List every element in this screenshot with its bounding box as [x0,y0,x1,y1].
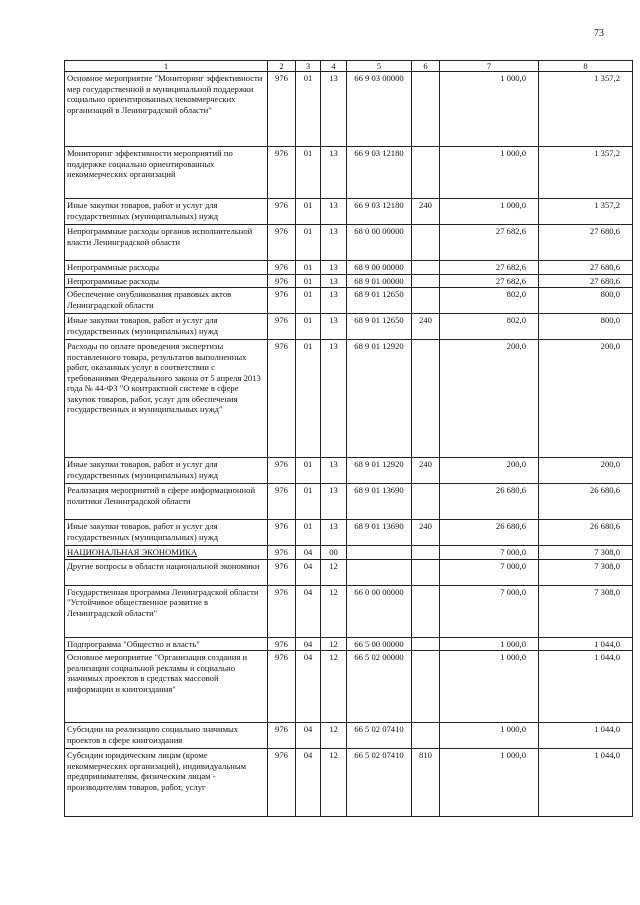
table-row [65,274,633,287]
name-cell: Основное мероприятие "Организация создания и реализации социальной рекламы и социально значимых проектов в средствах массовой информации и книгоиздания" [65,651,268,723]
column-number-row [65,61,633,72]
subsection-cell: 13 [321,225,347,261]
expense-type-cell: 240 [412,458,440,484]
sum-year2-cell: 26 680,6 [539,520,633,546]
ved-cell: 976 [268,340,296,458]
section-cell: 04 [296,637,321,650]
name-cell: Реализация мероприятий в сфере информационной политики Ленинградской области [65,484,268,520]
subsection-cell: 12 [321,585,347,637]
expense-type-cell [412,340,440,458]
sum-year2-cell: 27 680,6 [539,261,633,274]
column-header: 5 [347,61,412,72]
ved-cell: 976 [268,723,296,749]
table-row [65,651,633,723]
section-cell: 01 [296,288,321,314]
sum-year2-cell: 1 357,2 [539,147,633,199]
sum-year2-cell: 1 044,0 [539,637,633,650]
expense-type-cell: 240 [412,314,440,340]
expense-type-cell [412,147,440,199]
section-cell: 04 [296,651,321,723]
column-header: 7 [440,61,539,72]
ved-cell: 976 [268,546,296,559]
sum-year2-cell: 7 308,0 [539,559,633,585]
section-cell: 01 [296,340,321,458]
name-cell: Другие вопросы в области национальной экономики [65,559,268,585]
sum-year1-cell: 26 680,6 [440,520,539,546]
sum-year1-cell: 7 000,0 [440,546,539,559]
target-article-cell: 68 9 01 12650 [347,288,412,314]
subsection-cell: 12 [321,749,347,817]
column-header: 2 [268,61,296,72]
expense-type-cell [412,288,440,314]
section-cell: 01 [296,147,321,199]
sum-year2-cell: 26 680,6 [539,484,633,520]
sum-year1-cell: 1 000,0 [440,72,539,147]
name-cell: Непрограммные расходы органов исполнительной власти Ленинградской области [65,225,268,261]
expense-type-cell [412,651,440,723]
column-header: 8 [539,61,633,72]
sum-year2-cell: 1 044,0 [539,749,633,817]
sum-year2-cell: 1 357,2 [539,199,633,225]
name-cell: Непрограммные расходы [65,274,268,287]
ved-cell: 976 [268,749,296,817]
name-cell: Обеспечение опубликования правовых актов Ленинградской области [65,288,268,314]
subsection-cell: 12 [321,651,347,723]
section-cell: 04 [296,559,321,585]
target-article-cell [347,546,412,559]
table-row [65,288,633,314]
table-row [65,723,633,749]
expense-type-cell [412,546,440,559]
subsection-cell: 12 [321,637,347,650]
section-cell: 01 [296,72,321,147]
target-article-cell: 68 9 01 13690 [347,484,412,520]
ved-cell: 976 [268,274,296,287]
ved-cell: 976 [268,637,296,650]
table-row [65,72,633,147]
sum-year1-cell: 7 000,0 [440,559,539,585]
target-article-cell: 68 9 01 12920 [347,458,412,484]
sum-year1-cell: 1 000,0 [440,749,539,817]
sum-year1-cell: 7 000,0 [440,585,539,637]
table-row [65,484,633,520]
sum-year1-cell: 26 680,6 [440,484,539,520]
ved-cell: 976 [268,199,296,225]
ved-cell: 976 [268,147,296,199]
sum-year1-cell: 802,0 [440,314,539,340]
target-article-cell [347,559,412,585]
sum-year1-cell: 802,0 [440,288,539,314]
target-article-cell: 66 0 00 00000 [347,585,412,637]
sum-year1-cell: 1 000,0 [440,147,539,199]
section-cell: 01 [296,274,321,287]
sum-year1-cell: 1 000,0 [440,651,539,723]
ved-cell: 976 [268,314,296,340]
name-cell: Иные закупки товаров, работ и услуг для государственных (муниципальных) нужд [65,199,268,225]
section-cell: 01 [296,520,321,546]
sum-year2-cell: 200,0 [539,458,633,484]
ved-cell: 976 [268,559,296,585]
table-row [65,199,633,225]
name-cell: Иные закупки товаров, работ и услуг для государственных (муниципальных) нужд [65,314,268,340]
table-row [65,261,633,274]
subsection-cell: 13 [321,340,347,458]
sum-year2-cell: 800,0 [539,288,633,314]
sum-year2-cell: 27 680,6 [539,274,633,287]
name-cell: Расходы по оплате проведения экспертизы поставленного товара, результатов выполненных работ, оказанных услуг в соответствии с требованиями Федерального закона от 5 апреля 2013 года № 44-ФЗ "О контрактной системе в сфере закупок товаров, работ, услуг для обеспечения государственных и муниципальных нужд" [65,340,268,458]
target-article-cell: 66 5 00 00000 [347,637,412,650]
column-header: 4 [321,61,347,72]
sum-year1-cell: 1 000,0 [440,199,539,225]
name-cell: Государственная программа Ленинградской области "Устойчивое общественное развитие в Ленинградской области" [65,585,268,637]
sum-year1-cell: 200,0 [440,458,539,484]
page-number: 73 [594,28,604,39]
table-row [65,314,633,340]
sum-year2-cell: 200,0 [539,340,633,458]
name-cell: НАЦИОНАЛЬНАЯ ЭКОНОМИКА [65,546,268,559]
name-cell: Основное мероприятие "Мониторинг эффективности мер государственной и муниципальной поддержки социально ориентированных некоммерческих организаций в Ленинградской области" [65,72,268,147]
subsection-cell: 12 [321,559,347,585]
target-article-cell: 66 9 03 00000 [347,72,412,147]
target-article-cell: 66 9 03 12180 [347,199,412,225]
name-cell: Подпрограмма "Общество и власть" [65,637,268,650]
ved-cell: 976 [268,651,296,723]
table-row [65,340,633,458]
expense-type-cell: 240 [412,199,440,225]
ved-cell: 976 [268,225,296,261]
subsection-cell: 00 [321,546,347,559]
column-header: 3 [296,61,321,72]
subsection-cell: 12 [321,723,347,749]
target-article-cell: 66 5 02 07410 [347,723,412,749]
table-row [65,546,633,559]
sum-year1-cell: 1 000,0 [440,637,539,650]
sum-year2-cell: 7 308,0 [539,585,633,637]
table-row [65,559,633,585]
name-cell: Мониторинг эффективности мероприятий по поддержке социально ориентированных некоммерческих организаций [65,147,268,199]
ved-cell: 976 [268,261,296,274]
name-cell: Иные закупки товаров, работ и услуг для государственных (муниципальных) нужд [65,520,268,546]
section-cell: 01 [296,458,321,484]
section-cell: 04 [296,723,321,749]
target-article-cell: 68 9 01 00000 [347,274,412,287]
ved-cell: 976 [268,458,296,484]
subsection-cell: 13 [321,520,347,546]
sum-year2-cell: 1 044,0 [539,651,633,723]
section-cell: 01 [296,484,321,520]
section-cell: 04 [296,749,321,817]
expense-type-cell [412,225,440,261]
table-row [65,225,633,261]
expense-type-cell [412,72,440,147]
target-article-cell: 66 5 02 00000 [347,651,412,723]
section-cell: 04 [296,585,321,637]
sum-year2-cell: 1 357,2 [539,72,633,147]
sum-year1-cell: 27 682,6 [440,274,539,287]
sum-year1-cell: 27 682,6 [440,261,539,274]
expense-type-cell: 240 [412,520,440,546]
table-body [65,72,633,817]
target-article-cell: 68 9 01 12650 [347,314,412,340]
target-article-cell: 68 9 00 00000 [347,261,412,274]
expense-type-cell [412,274,440,287]
expense-type-cell [412,484,440,520]
expense-type-cell [412,637,440,650]
table-row [65,585,633,637]
section-cell: 01 [296,199,321,225]
expense-type-cell [412,585,440,637]
column-header: 6 [412,61,440,72]
subsection-cell: 13 [321,458,347,484]
subsection-cell: 13 [321,199,347,225]
ved-cell: 976 [268,520,296,546]
sum-year2-cell: 800,0 [539,314,633,340]
subsection-cell: 13 [321,314,347,340]
sum-year1-cell: 200,0 [440,340,539,458]
expense-type-cell [412,261,440,274]
subsection-cell: 13 [321,147,347,199]
subsection-cell: 13 [321,261,347,274]
target-article-cell: 66 5 02 07410 [347,749,412,817]
sum-year2-cell: 7 308,0 [539,546,633,559]
budget-table [64,60,633,817]
ved-cell: 976 [268,484,296,520]
table-row [65,147,633,199]
name-cell: Иные закупки товаров, работ и услуг для государственных (муниципальных) нужд [65,458,268,484]
ved-cell: 976 [268,288,296,314]
table-row [65,749,633,817]
section-cell: 01 [296,225,321,261]
subsection-cell: 13 [321,484,347,520]
sum-year2-cell: 27 680,6 [539,225,633,261]
target-article-cell: 66 9 03 12180 [347,147,412,199]
section-cell: 01 [296,314,321,340]
subsection-cell: 13 [321,72,347,147]
sum-year1-cell: 1 000,0 [440,723,539,749]
subsection-cell: 13 [321,274,347,287]
column-header: 1 [65,61,268,72]
target-article-cell: 68 9 01 13690 [347,520,412,546]
table-row [65,520,633,546]
name-cell: Субсидии на реализацию социально значимых проектов в сфере книгоиздания [65,723,268,749]
expense-type-cell [412,723,440,749]
sum-year1-cell: 27 682,6 [440,225,539,261]
ved-cell: 976 [268,585,296,637]
subsection-cell: 13 [321,288,347,314]
expense-type-cell [412,559,440,585]
name-cell: Непрограммные расходы [65,261,268,274]
table-row [65,637,633,650]
target-article-cell: 68 0 00 00000 [347,225,412,261]
target-article-cell: 68 9 01 12920 [347,340,412,458]
ved-cell: 976 [268,72,296,147]
section-cell: 01 [296,261,321,274]
section-cell: 04 [296,546,321,559]
table-row [65,458,633,484]
sum-year2-cell: 1 044,0 [539,723,633,749]
name-cell: Субсидии юридическим лицам (кроме некоммерческих организаций), индивидуальным предпринимателям, физическим лицам - производителям товаров, работ, услуг [65,749,268,817]
expense-type-cell: 810 [412,749,440,817]
